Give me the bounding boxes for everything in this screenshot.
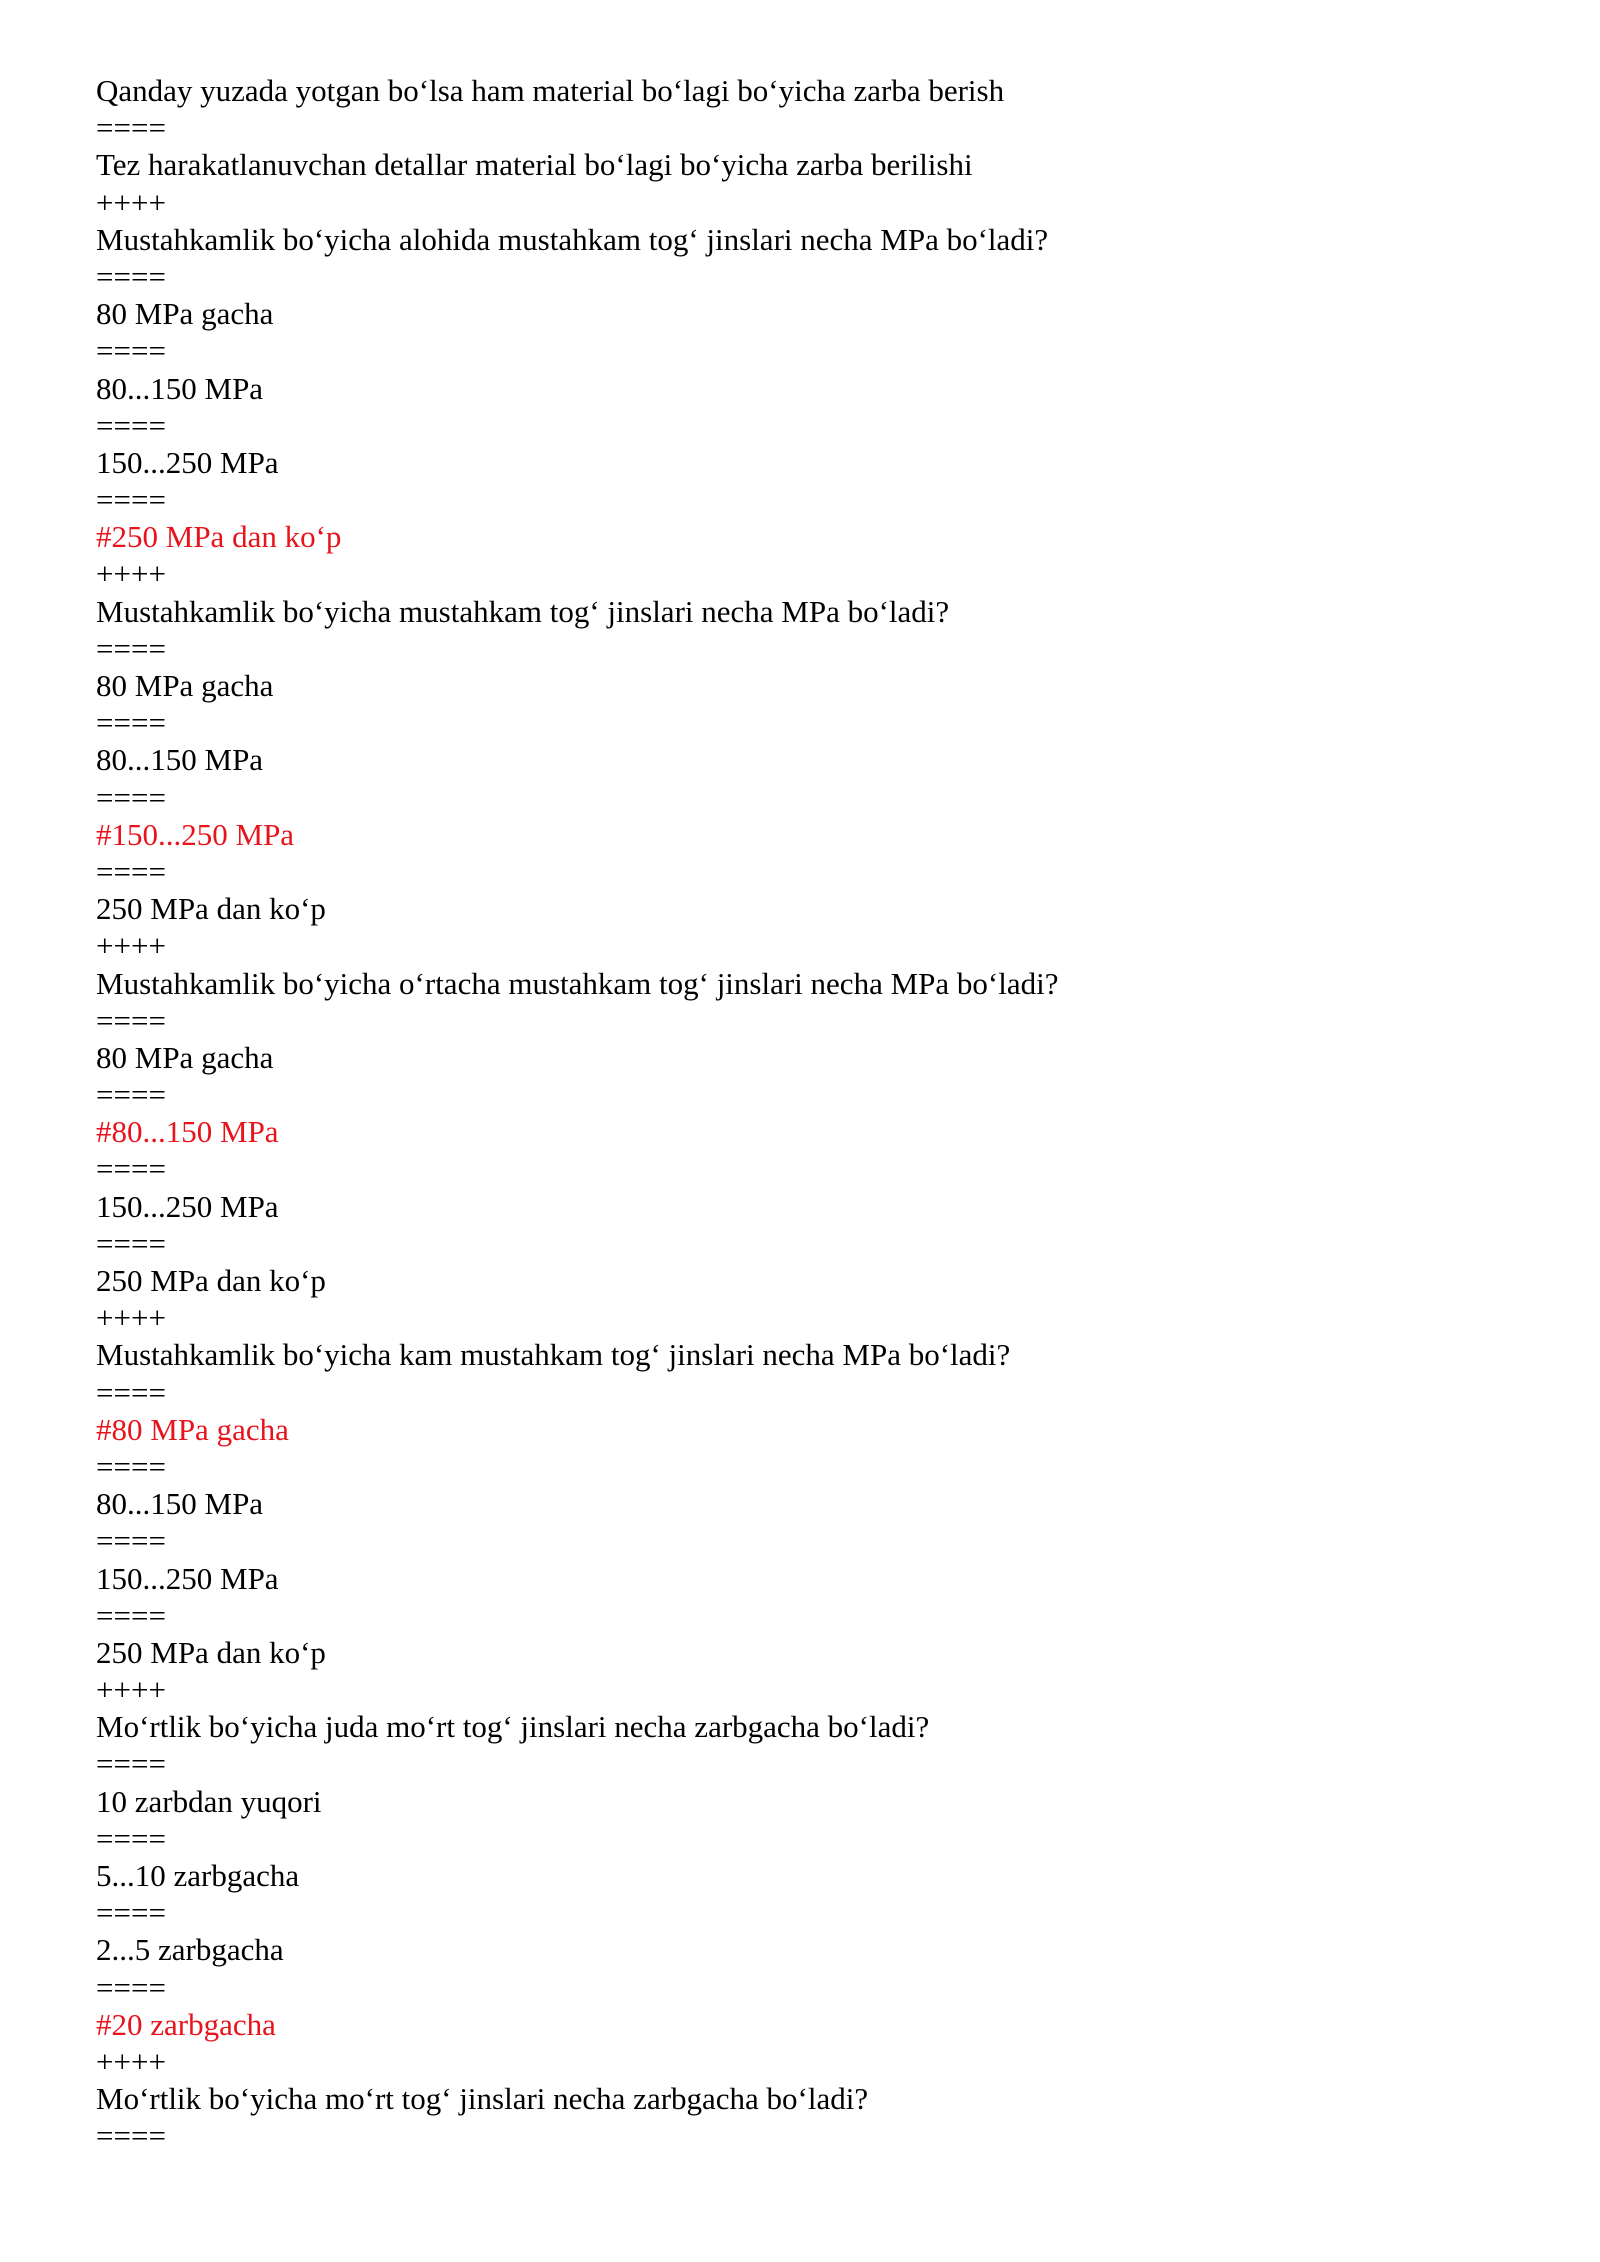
- question-text: Mustahkamlik bo‘yicha mustahkam tog‘ jinslari necha MPa bo‘ladi?: [96, 593, 950, 629]
- answer-option: 80 MPa gacha: [96, 296, 274, 332]
- answer-option: 150...250 MPa: [96, 1188, 279, 1224]
- correct-answer-option: #20 zarbgacha: [96, 2006, 276, 2042]
- answer-option: 80 MPa gacha: [96, 1039, 274, 1075]
- correct-answer-option: #250 MPa dan ko‘p: [96, 519, 342, 555]
- correct-answer-option: #150...250 MPa: [96, 816, 295, 852]
- answer-option: 250 MPa dan ko‘p: [96, 1634, 326, 1670]
- separator-line: ++++: [96, 184, 166, 220]
- answer-option: 10 zarbdan yuqori: [96, 1783, 322, 1819]
- question-text: Mo‘rtlik bo‘yicha juda mo‘rt tog‘ jinslari necha zarbgacha bo‘ladi?: [96, 1709, 930, 1745]
- separator-line: ++++: [96, 2043, 166, 2079]
- separator-line: ====: [96, 1225, 166, 1261]
- answer-option: 80...150 MPa: [96, 742, 264, 778]
- answer-option: 80...150 MPa: [96, 1486, 264, 1522]
- separator-line: ++++: [96, 1300, 166, 1336]
- answer-option: 250 MPa dan ko‘p: [96, 891, 326, 927]
- separator-line: ====: [96, 1448, 166, 1484]
- question-text: Mustahkamlik bo‘yicha o‘rtacha mustahkam tog‘ jinslari necha MPa bo‘ladi?: [96, 965, 1059, 1001]
- answer-option: 150...250 MPa: [96, 444, 279, 480]
- correct-answer-option: #80...150 MPa: [96, 1114, 279, 1150]
- separator-line: ====: [96, 853, 166, 889]
- separator-line: ====: [96, 482, 166, 518]
- question-text: Mo‘rtlik bo‘yicha mo‘rt tog‘ jinslari necha zarbgacha bo‘ladi?: [96, 2081, 869, 2117]
- text-line: Qanday yuzada yotgan bo‘lsa ham material bo‘lagi bo‘yicha zarba berish: [96, 73, 1005, 108]
- separator-line: ====: [96, 1374, 166, 1410]
- separator-line: ====: [96, 1820, 166, 1856]
- separator-line: ====: [96, 1746, 166, 1782]
- separator-line: ++++: [96, 928, 166, 964]
- separator-line: ====: [96, 630, 166, 666]
- separator-line: ====: [96, 110, 166, 146]
- answer-option: 80 MPa gacha: [96, 668, 274, 703]
- separator-line: ====: [96, 2118, 166, 2154]
- separator-line: ====: [96, 258, 166, 294]
- separator-line: ====: [96, 779, 166, 815]
- document-page: [96, 72, 1516, 2155]
- correct-answer-option: #80 MPa gacha: [96, 1411, 289, 1447]
- separator-line: ====: [96, 407, 166, 443]
- question-text: Mustahkamlik bo‘yicha alohida mustahkam tog‘ jinslari necha MPa bo‘ladi?: [96, 221, 1049, 257]
- question-text: Mustahkamlik bo‘yicha kam mustahkam tog‘ jinslari necha MPa bo‘ladi?: [96, 1337, 1011, 1373]
- separator-line: ====: [96, 1597, 166, 1633]
- separator-line: ====: [96, 333, 166, 369]
- answer-option: 2...5 zarbgacha: [96, 1932, 284, 1968]
- text-line: Tez harakatlanuvchan detallar material bo‘lagi bo‘yicha zarba berilishi: [96, 147, 973, 183]
- separator-line: ====: [96, 1895, 166, 1931]
- separator-line: ====: [96, 1002, 166, 1038]
- answer-option: 5...10 zarbgacha: [96, 1858, 300, 1893]
- answer-option: 250 MPa dan ko‘p: [96, 1263, 326, 1298]
- answer-option: 80...150 MPa: [96, 370, 264, 406]
- answer-option: 150...250 MPa: [96, 1560, 279, 1596]
- separator-line: ++++: [96, 1672, 166, 1708]
- separator-line: ====: [96, 705, 166, 741]
- separator-line: ====: [96, 1523, 166, 1559]
- separator-line: ====: [96, 1077, 166, 1113]
- separator-line: ====: [96, 1151, 166, 1187]
- separator-line: ====: [96, 1969, 166, 2005]
- separator-line: ++++: [96, 556, 166, 592]
